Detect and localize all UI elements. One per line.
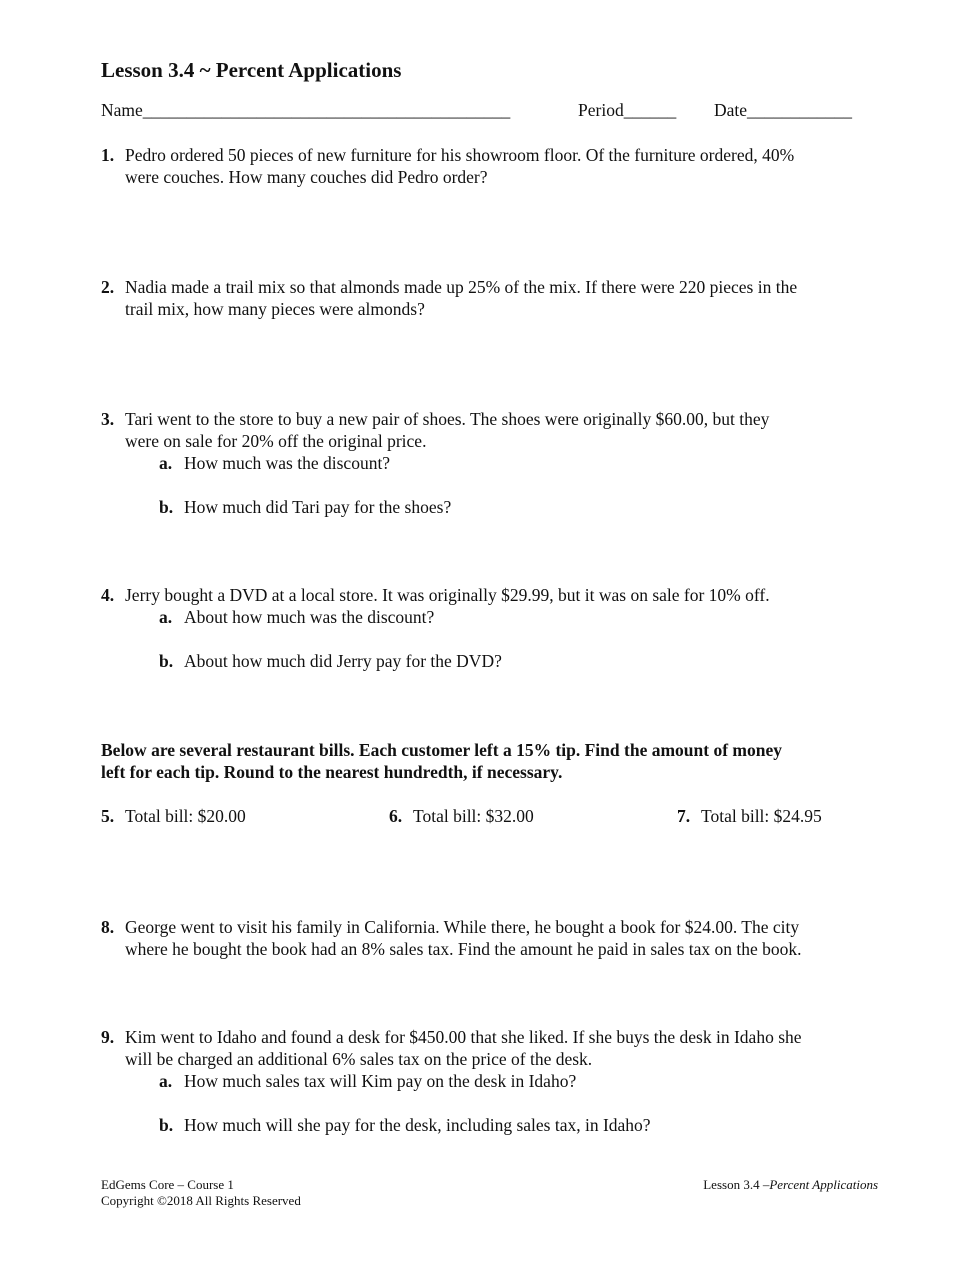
problem-number: 7. — [677, 806, 691, 826]
problem-4-part-a — [159, 606, 434, 628]
problem-1 — [101, 144, 794, 188]
footer-course: EdGems Core – Course 1 — [101, 1177, 234, 1192]
tip-instructions: Below are several restaurant bills. Each customer left a 15% tip. Find the amount of money left for each tip. Round to the nearest hundredth, if necessary. — [101, 740, 782, 782]
bill-text: Total bill: $20.00 — [125, 806, 246, 826]
problem-number: 5. — [101, 806, 115, 826]
page-title: Lesson 3.4 ~ Percent Applications — [101, 58, 402, 82]
problem-4-part-b — [159, 650, 502, 672]
footer-right — [703, 1177, 878, 1193]
problem-2 — [101, 276, 797, 320]
bill-text: Total bill: $24.95 — [701, 806, 822, 826]
footer-lesson-name: Percent Applications — [769, 1177, 878, 1192]
part-label: b. — [159, 651, 174, 671]
problem-number: 8. — [101, 917, 115, 937]
problem-text: will be charged an additional 6% sales tax on the price of the desk. — [125, 1049, 593, 1069]
problem-number: 2. — [101, 277, 115, 297]
bill-7 — [677, 805, 822, 827]
problem-number: 9. — [101, 1027, 115, 1047]
problem-9-part-a — [159, 1070, 576, 1092]
problem-text: George went to visit his family in California. While there, he bought a book for $24.00. The city — [125, 917, 800, 937]
problem-4 — [101, 584, 770, 606]
part-text: About how much did Jerry pay for the DVD? — [184, 651, 502, 671]
name-field[interactable]: Name__________________________________________ — [101, 100, 511, 120]
part-text: About how much was the discount? — [184, 607, 435, 627]
problem-text: Nadia made a trail mix so that almonds made up 25% of the mix. If there were 220 pieces in the — [125, 277, 798, 297]
part-text: How much sales tax will Kim pay on the desk in Idaho? — [184, 1071, 577, 1091]
part-label: a. — [159, 607, 173, 627]
part-text: How much was the discount? — [184, 453, 391, 473]
bill-5 — [101, 805, 246, 827]
problem-text: Tari went to the store to buy a new pair of shoes. The shoes were originally $60.00, but they — [125, 409, 770, 429]
bill-6 — [389, 805, 534, 827]
problem-text: were couches. How many couches did Pedro order? — [125, 167, 488, 187]
date-field[interactable]: Date____________ — [714, 100, 853, 120]
part-text: How much did Tari pay for the shoes? — [184, 497, 452, 517]
problem-number: 4. — [101, 585, 115, 605]
bill-text: Total bill: $32.00 — [413, 806, 534, 826]
footer-left — [101, 1177, 301, 1209]
part-label: a. — [159, 453, 173, 473]
part-text: How much will she pay for the desk, including sales tax, in Idaho? — [184, 1115, 651, 1135]
problem-text: trail mix, how many pieces were almonds? — [125, 299, 425, 319]
problem-text: Pedro ordered 50 pieces of new furniture for his showroom floor. Of the furniture ordered, 40% — [125, 145, 795, 165]
part-label: a. — [159, 1071, 173, 1091]
footer-copyright: Copyright ©2018 All Rights Reserved — [101, 1193, 301, 1208]
problem-3-part-b — [159, 496, 451, 518]
footer-lesson-prefix: Lesson 3.4 – — [703, 1177, 770, 1192]
problem-9-part-b — [159, 1114, 651, 1136]
problem-number: 1. — [101, 145, 115, 165]
problem-text: where he bought the book had an 8% sales tax. Find the amount he paid in sales tax on the book. — [125, 939, 802, 959]
problem-8 — [101, 916, 802, 960]
part-label: b. — [159, 497, 174, 517]
problem-text: Jerry bought a DVD at a local store. It was originally $29.99, but it was on sale for 10% off. — [125, 585, 770, 605]
problem-number: 6. — [389, 806, 403, 826]
problem-text: Kim went to Idaho and found a desk for $450.00 that she liked. If she buys the desk in Idaho she — [125, 1027, 802, 1047]
problem-3-part-a — [159, 452, 390, 474]
period-field[interactable]: Period______ — [578, 100, 677, 120]
part-label: b. — [159, 1115, 174, 1135]
problem-number: 3. — [101, 409, 115, 429]
problem-text: were on sale for 20% off the original price. — [125, 431, 427, 451]
problem-9 — [101, 1026, 802, 1070]
problem-3 — [101, 408, 769, 452]
